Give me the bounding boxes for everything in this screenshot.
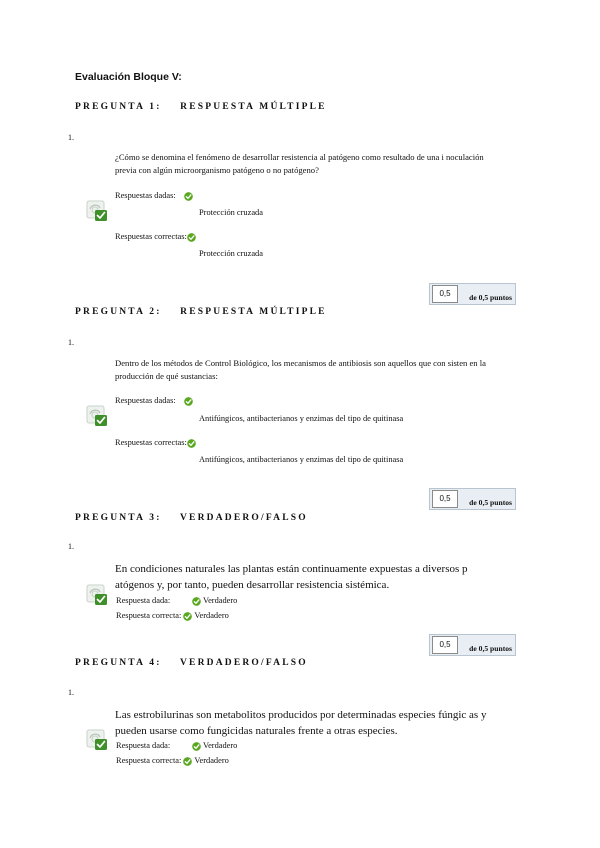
given-answers-label-text: Respuestas dadas: xyxy=(115,191,176,200)
score-input[interactable]: 0,5 xyxy=(432,285,458,303)
given-answer: Protección cruzada xyxy=(199,208,263,217)
question-number: 1: xyxy=(149,102,162,112)
correct-answers-label xyxy=(115,232,196,242)
check-icon xyxy=(184,192,193,201)
check-icon xyxy=(192,742,201,751)
question-type: VERDADERO/FALSO xyxy=(180,658,308,668)
feedback-icon xyxy=(86,405,108,427)
given-answers-label-text: Respuestas dadas: xyxy=(115,396,176,405)
feedback-icon xyxy=(86,584,108,606)
correct-answer-label: Respuesta correcta: xyxy=(116,756,182,765)
given-answer: Verdadero xyxy=(202,596,238,605)
question-4-text: Las estrobilurinas son metabolitos producidos por determinadas especies fúngic as y pueden usarse como fungicidas naturales frente a otras especies. xyxy=(115,709,487,737)
page-title: Evaluación Bloque V: xyxy=(75,71,182,83)
question-4-header xyxy=(75,658,308,668)
question-2-text: Dentro de los métodos de Control Biológico, los mecanismos de antibiosis son aquellos que con sisten en la producción de qué sustancias: xyxy=(115,358,486,381)
given-answer-label: Respuesta dada: xyxy=(116,596,171,605)
question-index: 1. xyxy=(68,542,74,551)
question-2-header xyxy=(75,307,327,317)
question-word: PREGUNTA xyxy=(75,513,145,523)
check-icon xyxy=(187,439,196,448)
question-index: 1. xyxy=(68,688,74,697)
score-max: de 0,5 puntos xyxy=(469,498,512,507)
question-number: 2: xyxy=(149,307,162,317)
correct-answer: Verdadero xyxy=(194,611,229,620)
correct-answer-row xyxy=(116,611,229,621)
check-icon xyxy=(183,757,192,766)
question-word: PREGUNTA xyxy=(75,102,145,112)
correct-answers-label-text: Respuestas correctas: xyxy=(115,438,187,447)
score-input[interactable]: 0,5 xyxy=(432,490,458,508)
question-3-header xyxy=(75,513,308,523)
question-type: VERDADERO/FALSO xyxy=(180,513,308,523)
given-answer-row xyxy=(116,596,237,606)
check-icon xyxy=(187,233,196,242)
feedback-icon xyxy=(86,729,108,751)
score-box xyxy=(429,634,516,656)
correct-answer: Verdadero xyxy=(194,756,229,765)
question-word: PREGUNTA xyxy=(75,307,145,317)
correct-answers-label-text: Respuestas correctas: xyxy=(115,232,187,241)
question-index: 1. xyxy=(68,338,74,347)
correct-answer: Antifúngicos, antibacterianos y enzimas del tipo de quitinasa xyxy=(199,455,404,464)
score-box xyxy=(429,283,516,305)
correct-answer-row xyxy=(116,756,229,766)
score-input[interactable]: 0,5 xyxy=(432,636,458,654)
question-1-header xyxy=(75,102,327,112)
check-icon xyxy=(192,597,201,606)
question-number: 3: xyxy=(149,513,162,523)
correct-answers-label xyxy=(115,438,196,448)
given-answers-label xyxy=(115,396,193,406)
score-box xyxy=(429,488,516,510)
correct-answer: Protección cruzada xyxy=(199,249,263,258)
question-index: 1. xyxy=(68,133,74,142)
score-max: de 0,5 puntos xyxy=(469,293,512,302)
score-max: de 0,5 puntos xyxy=(469,644,512,653)
given-answers-label xyxy=(115,191,193,201)
given-answer: Verdadero xyxy=(202,741,238,750)
question-type: RESPUESTA MÚLTIPLE xyxy=(180,307,327,317)
question-3-text: En condiciones naturales las plantas están continuamente expuestas a diversos p atógenos y, por tanto, pueden desarrollar resistencia sistémica. xyxy=(115,563,468,591)
check-icon xyxy=(184,397,193,406)
given-answer-label: Respuesta dada: xyxy=(116,741,171,750)
question-number: 4: xyxy=(149,658,162,668)
check-icon xyxy=(183,612,192,621)
question-type: RESPUESTA MÚLTIPLE xyxy=(180,102,327,112)
question-word: PREGUNTA xyxy=(75,658,145,668)
question-1-text: ¿Cómo se denomina el fenómeno de desarrollar resistencia al patógeno como resultado de una i noculación previa con algún microorganismo patógeno o no patógeno? xyxy=(115,152,484,175)
correct-answer-label: Respuesta correcta: xyxy=(116,611,182,620)
given-answer-row xyxy=(116,741,237,751)
given-answer: Antifúngicos, antibacterianos y enzimas del tipo de quitinasa xyxy=(199,414,404,423)
feedback-icon xyxy=(86,200,108,222)
